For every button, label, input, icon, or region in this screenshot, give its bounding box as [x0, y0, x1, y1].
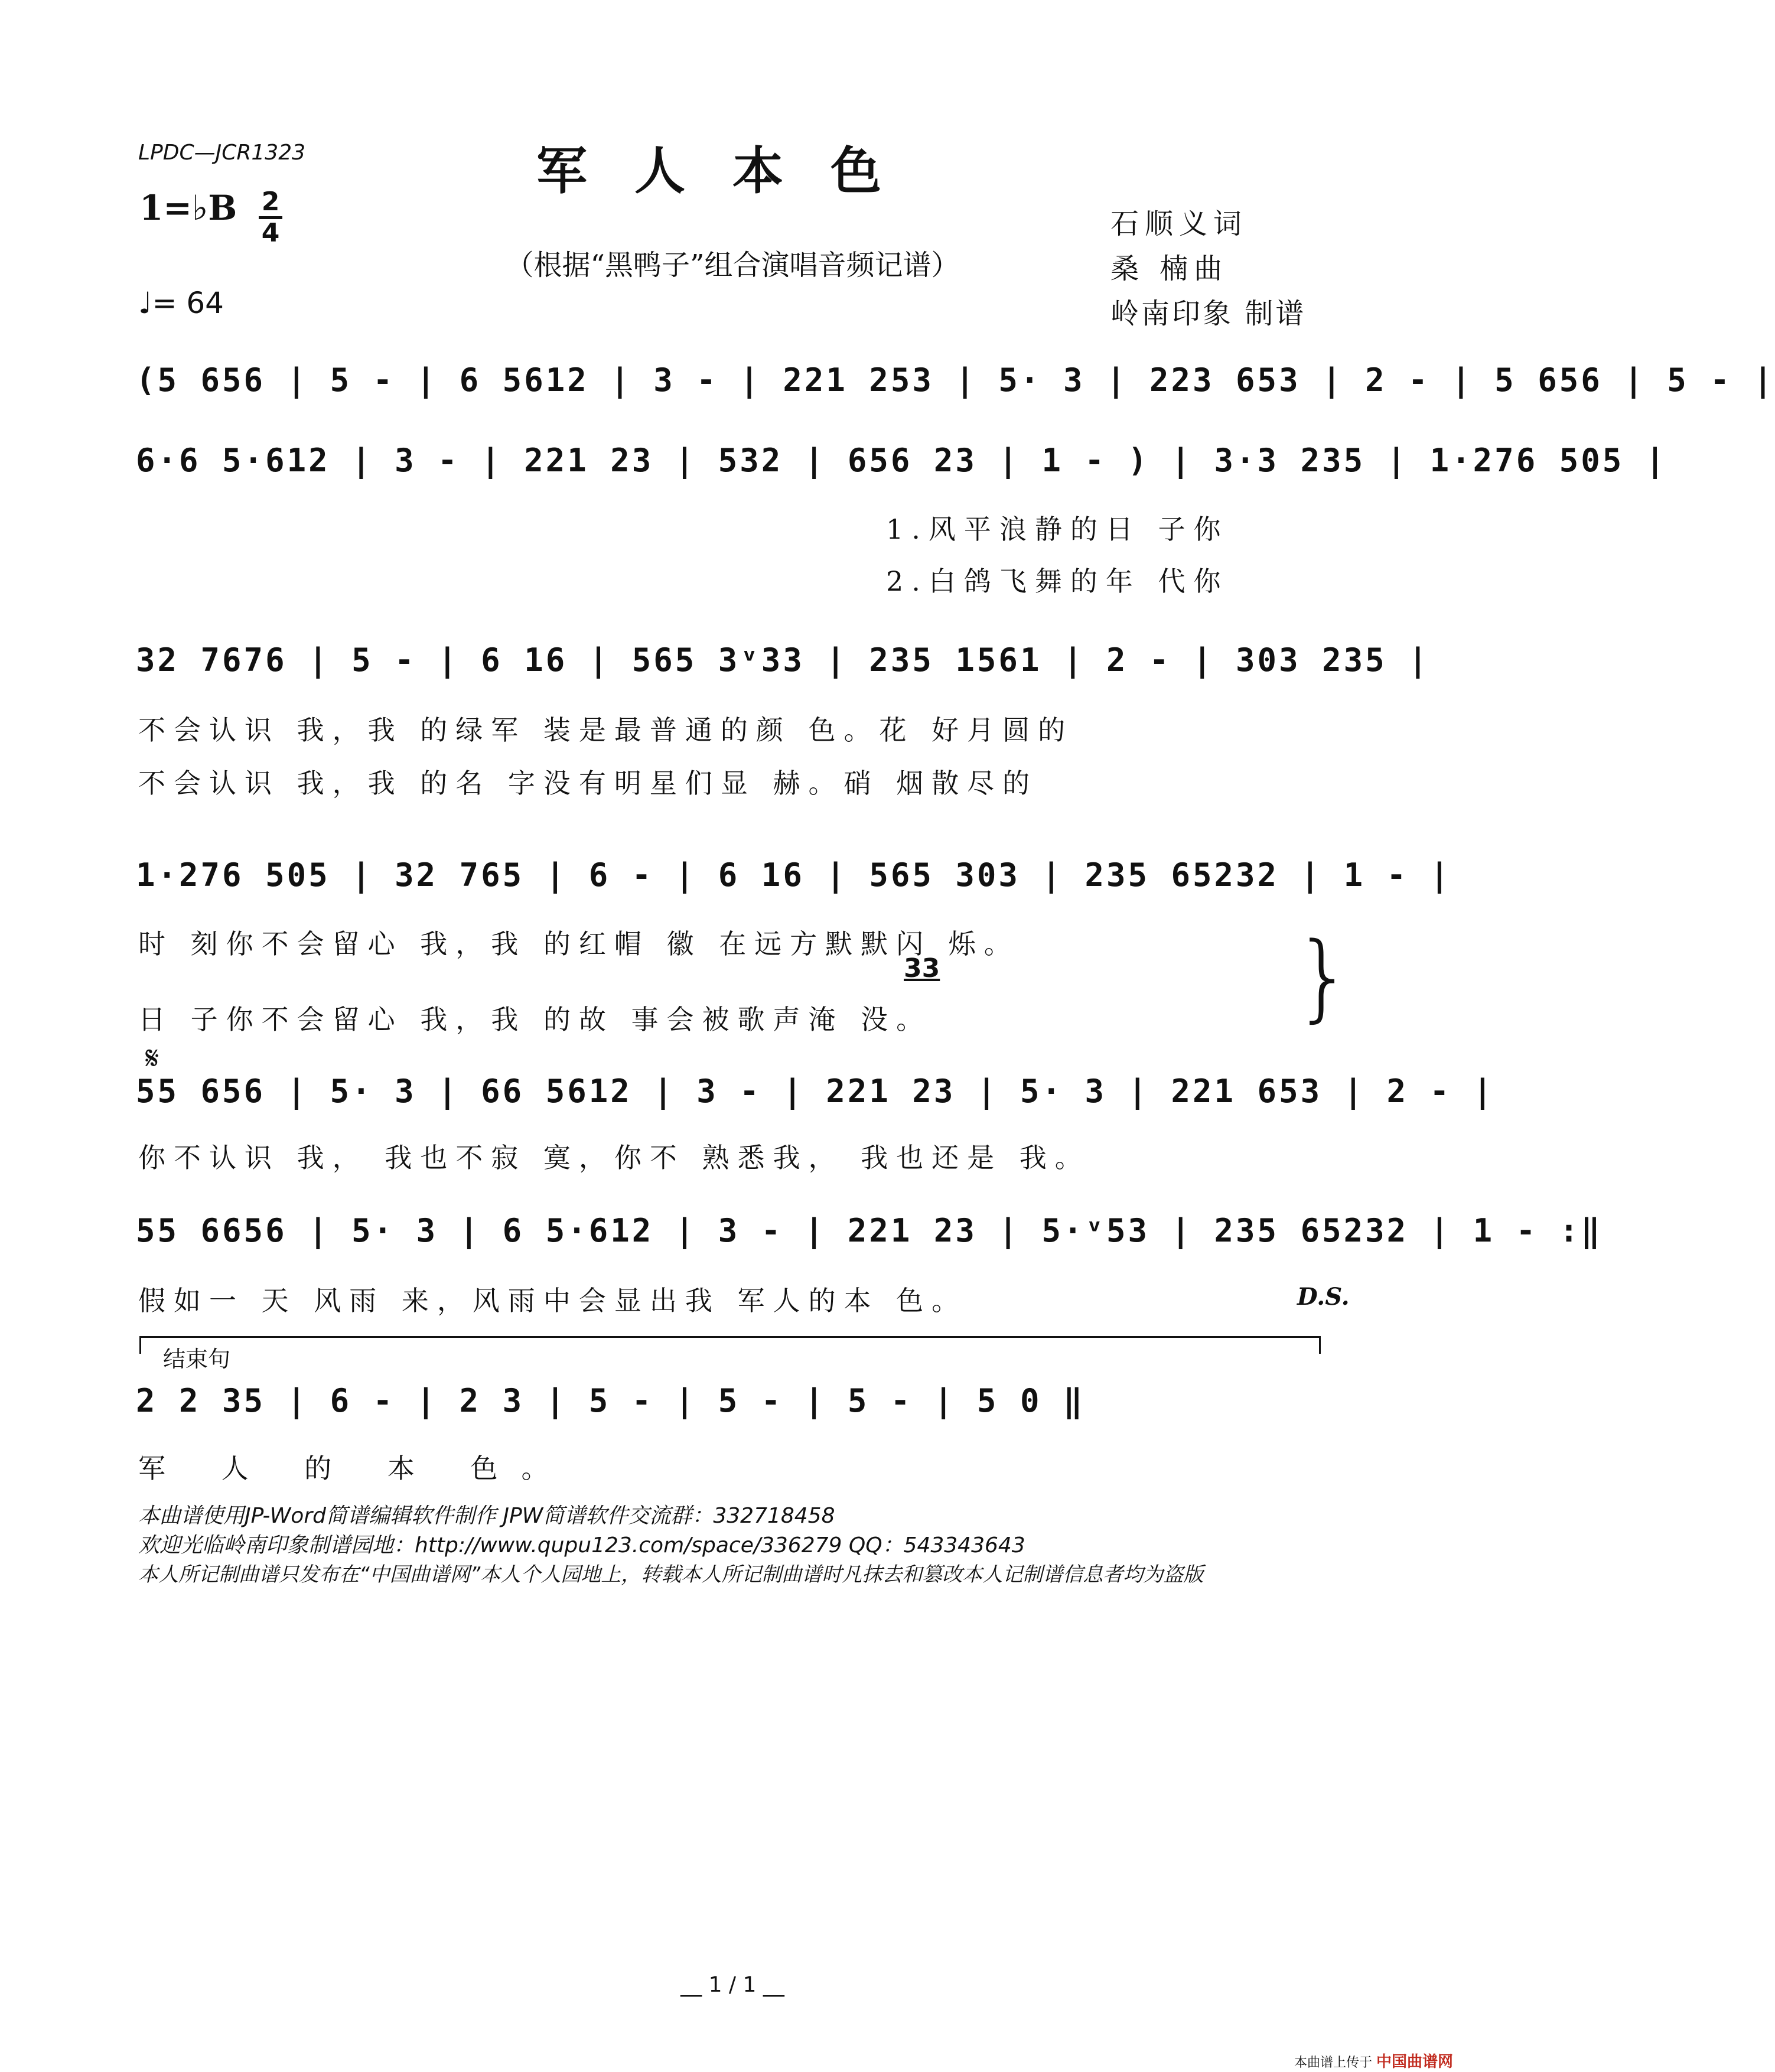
lyric-line-5: 你不认识 我， 我也不寂 寞，你不 熟悉我， 我也还是 我。 — [138, 1142, 1090, 1174]
subtitle: （根据“黑鸭子”组合演唱音频记谱） — [505, 249, 960, 282]
segno-sign: 𝄋 — [145, 1040, 159, 1077]
page-number: __ 1 / 1 __ — [680, 1973, 784, 1997]
ending-bracket-right — [1319, 1336, 1321, 1354]
lyric-line-3b: 不会认识 我，我 的名 字没有明星们显 赫。硝 烟散尽的 — [138, 767, 1038, 799]
lyric-line-3a: 不会认识 我，我 的绿军 装是最普通的颜 色。花 好月圆的 — [138, 714, 1074, 746]
lyric-line-4a: 时 刻你不会留心 我，我 的红帽 徽 在远方默默闪 烁。 — [138, 928, 1020, 960]
watermark-brand: 中国曲谱网 — [1376, 2053, 1453, 2071]
lyric-line-7: 军 人 的 本 色。 — [138, 1452, 572, 1484]
time-top: 2 — [261, 187, 280, 217]
score-line-5: 55 656 | 5· 3 | 66 5612 | 3 - | 221 23 | 5· 3 | 221 653 | 2 - | — [136, 1073, 1495, 1110]
key-signature: 1=♭B — [139, 188, 237, 228]
ds-marking: D.S. — [1297, 1283, 1350, 1311]
footer-line-1: 本曲谱使用JP-Word简谱编辑软件制作 JPW简谱软件交流群：332718458 — [138, 1504, 835, 1528]
lyric-line-4b: 日 子你不会留心 我，我 的故 事会被歌声淹 没。 — [138, 1004, 932, 1035]
page-title: 军人本色 — [536, 141, 929, 201]
lyric-line-2a: 1.风平浪静的日 子你 — [886, 513, 1229, 545]
time-signature — [259, 189, 282, 246]
ending-bracket — [139, 1336, 1321, 1338]
time-bottom: 4 — [261, 218, 280, 248]
watermark-prefix: 本曲谱上传于 — [1294, 2055, 1372, 2070]
transcriber-credit: 岭南印象 制谱 — [1110, 297, 1307, 330]
ending-bracket-left — [139, 1336, 141, 1354]
alt-notes: 33 — [904, 953, 940, 983]
score-code: LPDC—JCR1323 — [138, 141, 306, 165]
score-line-4: 1·276 505 | 32 765 | 6 - | 6 16 | 565 303 | 235 65232 | 1 - | — [136, 856, 1452, 894]
lyricist-credit: 石顺义词 — [1110, 207, 1248, 240]
composer-credit: 桑 楠曲 — [1110, 252, 1229, 285]
ending-label: 结束句 — [163, 1346, 231, 1372]
verse-brace: } — [1294, 921, 1354, 1032]
score-line-2: 6·6 5·612 | 3 - | 221 23 | 532 | 656 23 | 1 - ) | 3·3 235 | 1·276 505 | — [136, 442, 1667, 479]
tempo-marking: ♩= 64 — [138, 286, 224, 320]
footer-line-3: 本人所记制曲谱只发布在“中国曲谱网”本人个人园地上，转载本人所记制曲谱时凡抹去和篡改本人记制谱信息者均为盗版 — [138, 1563, 1204, 1586]
footer-line-2: 欢迎光临岭南印象制谱园地：http://www.qupu123.com/space/336279 QQ：543343643 — [138, 1533, 1025, 1558]
score-line-7: 2 2 35 | 6 - | 2 3 | 5 - | 5 - | 5 - | 5 0 ‖ — [136, 1382, 1085, 1419]
score-line-6: 55 6656 | 5· 3 | 6 5·612 | 3 - | 221 23 | 5·ᵛ53 | 235 65232 | 1 - :‖ — [136, 1212, 1603, 1249]
lyric-line-6: 假如一 天 风雨 来，风雨中会显出我 军人的本 色。 — [138, 1285, 968, 1317]
score-line-3: 32 7676 | 5 - | 6 16 | 565 3ᵛ33 | 235 1561 | 2 - | 303 235 | — [136, 641, 1430, 679]
score-line-1: (5 656 | 5 - | 6 5612 | 3 - | 221 253 | 5· 3 | 223 653 | 2 - | 5 656 | 5 - | — [136, 361, 1775, 399]
watermark — [1294, 2050, 1453, 2071]
lyric-line-2b: 2.白鸽飞舞的年 代你 — [886, 565, 1229, 597]
